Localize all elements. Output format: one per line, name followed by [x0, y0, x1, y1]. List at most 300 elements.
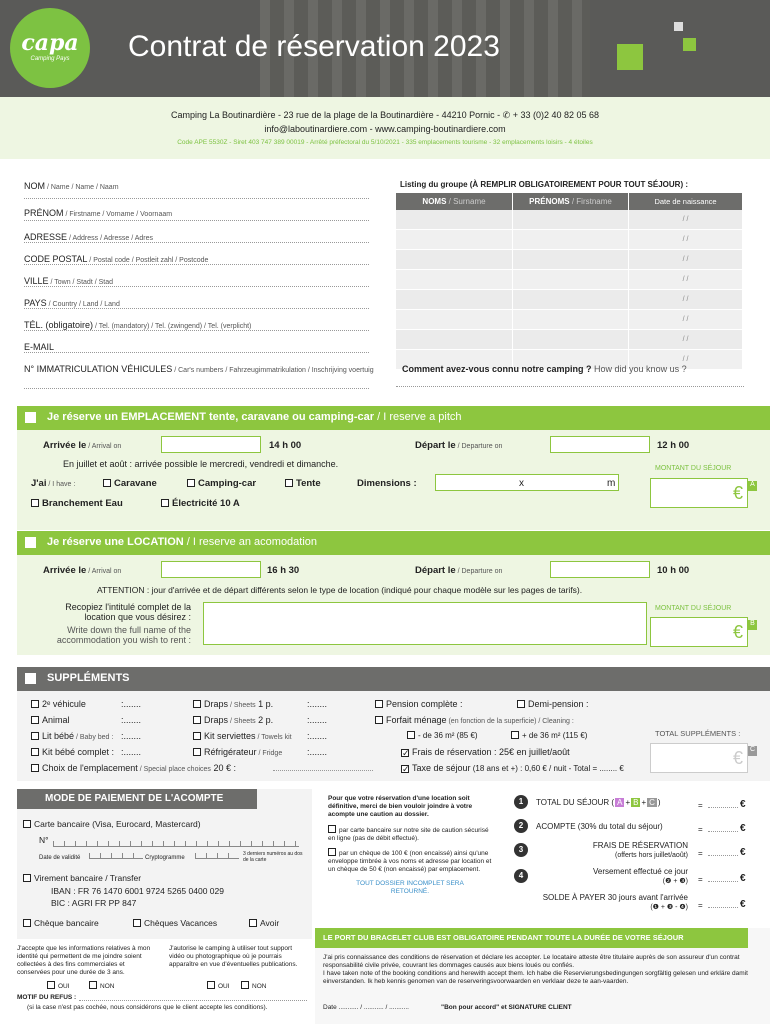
- pension-checkbox[interactable]: [375, 700, 383, 708]
- pay-vacances[interactable]: [133, 918, 217, 928]
- label-prenom: PRÉNOM: [24, 208, 64, 218]
- field-ville[interactable]: [24, 265, 369, 287]
- caution-p4: TOUT DOSSIER INCOMPLET SERA RETOURNÉ.: [356, 880, 464, 895]
- emp-dimensions-input[interactable]: [435, 474, 619, 491]
- section-location: [17, 555, 770, 655]
- sub-immat: / Car's numbers / Fahrzeugimmatrikulation / Inschrijving voertuig: [172, 367, 374, 374]
- pay-cb-checkbox[interactable]: [23, 820, 31, 828]
- total-number-icon: 4: [514, 869, 528, 883]
- group-row[interactable]: [396, 330, 742, 350]
- virement-label: Virement bancaire / Transfer: [34, 873, 142, 883]
- opt-tente[interactable]: [285, 478, 321, 489]
- field-cp[interactable]: [24, 243, 369, 265]
- emp-jai: [31, 478, 75, 489]
- opt-caravane[interactable]: [103, 478, 157, 489]
- how-input[interactable]: [396, 375, 744, 387]
- supp-total-label: TOTAL SUPPLÉMENTS :: [655, 729, 741, 738]
- conditions-fr: J'ai pris connaissance des conditions de réservation et déclare les accepter. Le locataire atteste être titulaire auprès de son assureur d'un contrat responsabilité civile privée, couvrant les dommages causés aux biens loués ou confiés.: [323, 954, 740, 969]
- logo-subtext: Camping Pays: [30, 56, 70, 62]
- group-cell-date[interactable]: / /: [628, 210, 742, 229]
- tente-checkbox[interactable]: [285, 479, 293, 487]
- animal-checkbox[interactable]: [31, 716, 39, 724]
- group-cell-prenom[interactable]: [512, 250, 628, 269]
- draps1-sub: / Sheets: [228, 702, 256, 709]
- card-number-input[interactable]: [53, 841, 299, 847]
- group-cell-date[interactable]: / /: [628, 330, 742, 349]
- eau-checkbox[interactable]: [31, 499, 39, 507]
- location-title: [47, 536, 317, 548]
- pay-virement[interactable]: [23, 873, 141, 883]
- field-tel[interactable]: [24, 309, 369, 331]
- info-legal: Code APE 5530Z - Siret 403 747 389 00019 - Arrêté préfectoral du 5/10/2021 - 335 emplacements tourisme - 32 emplacements loisirs - 4 étoiles: [177, 139, 593, 146]
- total-eq: =: [698, 901, 703, 910]
- label-ville: VILLE: [24, 276, 49, 286]
- group-cell-date[interactable]: / /: [628, 250, 742, 269]
- total-label-sub: (❶ + ❸ - ❹): [650, 904, 688, 911]
- deco-square-green-small: [683, 38, 696, 51]
- loc-depart-input[interactable]: [550, 561, 650, 578]
- vehicule-checkbox[interactable]: [31, 700, 39, 708]
- total-label-text: FRAIS DE RÉSERVATION: [592, 841, 688, 850]
- group-cell-nom[interactable]: [396, 330, 512, 349]
- total-label-sub: (❷ + ❸): [662, 878, 688, 885]
- client-form: [24, 178, 374, 389]
- emp-montant-input[interactable]: €: [650, 478, 748, 508]
- label-immat: N° IMMATRICULATION VÉHICULES: [24, 364, 173, 374]
- info-web: info@laboutinardiere.com - www.camping-boutinardiere.com: [264, 124, 506, 134]
- loc-write-2: accommodation you wish to rent :: [56, 635, 191, 645]
- vehicule-label: 2ᵉ véhicule: [42, 699, 86, 709]
- footer-date[interactable]: Date ........... / ........... / ...........: [323, 1004, 409, 1011]
- total-input[interactable]: [708, 807, 738, 808]
- litbebe-sub: / Baby bed :: [74, 734, 114, 741]
- caution-p3-row: [328, 848, 492, 874]
- loc-depart-label: Départ le: [415, 565, 456, 576]
- motif-note: (si la case n'est pas cochée, nous considérons que le client accepte les conditions).: [27, 1004, 268, 1011]
- video-non[interactable]: [241, 981, 266, 991]
- f1-checkbox[interactable]: [407, 731, 415, 739]
- frigo-sub: / Fridge: [256, 750, 283, 757]
- total-number-icon: 2: [514, 819, 528, 833]
- photo-oui[interactable]: [47, 981, 70, 991]
- demi-checkbox[interactable]: [517, 700, 525, 708]
- field-pays[interactable]: [24, 287, 369, 309]
- forfait-sub: (en fonction de la superficie) / Cleaning :: [446, 718, 574, 725]
- choix-price: 20 € :: [213, 763, 236, 773]
- info-address: Camping La Boutinardière - 23 rue de la plage de la Boutinardière - 44210 Pornic - ✆ + 33 (0)2 40 82 05 68: [170, 110, 600, 120]
- supp-tag: C: [748, 746, 757, 756]
- kitserv-checkbox[interactable]: [193, 732, 201, 740]
- animal-dots: :.......: [121, 715, 142, 725]
- video-oui-checkbox[interactable]: [207, 981, 215, 989]
- paiement-title: MODE DE PAIEMENT DE L'ACOMPTE: [17, 789, 257, 809]
- loc-montant-input[interactable]: €: [650, 617, 748, 647]
- how-know: [402, 364, 687, 374]
- pension-label: Pension complète :: [386, 699, 463, 709]
- total-label: [518, 893, 688, 911]
- field-adresse[interactable]: [24, 221, 369, 243]
- location-checkbox[interactable]: [25, 537, 36, 548]
- total-label: [518, 867, 688, 885]
- supp-frigo[interactable]: [193, 747, 282, 757]
- cheque-checkbox[interactable]: [23, 919, 31, 927]
- total-euro: €: [740, 823, 746, 834]
- field-prenom[interactable]: [24, 199, 369, 221]
- emp-dep-time: 12 h 00: [657, 440, 690, 451]
- supp-litbebe[interactable]: [31, 731, 113, 741]
- loc-tag: B: [748, 620, 757, 630]
- photo-non[interactable]: [89, 981, 114, 991]
- photo-oui-checkbox[interactable]: [47, 981, 55, 989]
- group-table: [396, 193, 742, 370]
- photo-non-label: NON: [100, 983, 115, 990]
- pay-bic: BIC : AGRI FR PP 847: [51, 898, 137, 908]
- group-cell-nom[interactable]: [396, 290, 512, 309]
- total-close: ): [657, 798, 661, 807]
- supp-total-input[interactable]: €: [650, 743, 748, 773]
- motif-input[interactable]: [79, 997, 307, 1001]
- vacances-label: Chèques Vacances: [144, 918, 218, 928]
- supp-choix[interactable]: [31, 763, 236, 773]
- total-label: [518, 841, 688, 859]
- eau-label: Branchement Eau: [42, 498, 123, 509]
- forfait-checkbox[interactable]: [375, 716, 383, 724]
- total-euro: €: [740, 847, 746, 858]
- litbebe-label: Lit bébé: [42, 731, 75, 741]
- total-tag-b: B: [633, 798, 639, 807]
- kitbebe-dots: :.......: [121, 747, 142, 757]
- footer-video: J'autorise le camping à utiliser tout support vidéo ou photographique où je pourrais apparaître en vue d'éventuelles publications.: [169, 945, 298, 968]
- frais-label: Frais de réservation : 25€ en juillet/août: [412, 747, 570, 757]
- col-noms-label: NOMS: [422, 197, 447, 206]
- page-title: Contrat de réservation 2023: [128, 30, 500, 63]
- emplacement-checkbox[interactable]: [25, 412, 36, 423]
- emp-dim-x: x: [519, 478, 524, 489]
- group-cell-prenom[interactable]: [512, 330, 628, 349]
- taxe-sub: (18 ans et +) : 0,60 € / nuit - Total = ........ €: [470, 764, 624, 773]
- f2-label: + de 36 m² (115 €): [522, 731, 588, 740]
- draps1-checkbox[interactable]: [193, 700, 201, 708]
- loc-recopiez-1: Recopiez l'intitulé complet de la: [65, 602, 191, 612]
- total-row: [508, 817, 758, 841]
- loc-recopiez: [31, 602, 191, 645]
- bracelet-bar: LE PORT DU BRACELET CLUB EST OBLIGATOIRE PENDANT TOUTE LA DURÉE DE VOTRE SÉJOUR: [315, 928, 748, 948]
- pay-crypto: Cryptogramme: [145, 855, 185, 861]
- section-paiement: [17, 789, 312, 939]
- emp-depart-sub: / Departure on: [455, 443, 503, 450]
- frigo-dots: :.......: [307, 747, 328, 757]
- sub-tel: / Tel. (mandatory) / Tel. (zwingend) / Tel. (verplicht): [93, 323, 252, 330]
- caution-p2-row: [328, 825, 492, 843]
- draps1-dots: :.......: [307, 699, 328, 709]
- caravane-label: Caravane: [114, 478, 157, 489]
- emp-tag: A: [748, 481, 757, 491]
- group-row[interactable]: [396, 210, 742, 230]
- pay-iban: IBAN : FR 76 1470 6001 9724 5265 0400 029: [51, 886, 224, 896]
- col-prenoms: [512, 193, 628, 210]
- tente-label: Tente: [296, 478, 321, 489]
- pay-cheque[interactable]: [23, 918, 99, 928]
- choix-input[interactable]: [273, 770, 373, 771]
- animal-label: Animal: [42, 715, 70, 725]
- group-row[interactable]: [396, 270, 742, 290]
- field-immat: [24, 353, 374, 375]
- total-input[interactable]: [708, 907, 738, 908]
- supp-title: SUPPLÉMENTS: [47, 672, 130, 684]
- loc-intitule-input[interactable]: [203, 602, 647, 645]
- photo-non-checkbox[interactable]: [89, 981, 97, 989]
- emp-depart-label: Départ le: [415, 440, 456, 451]
- label-email: E-MAIL: [24, 342, 55, 352]
- section-supp-bar: [17, 667, 770, 691]
- crypto-input[interactable]: [195, 853, 239, 859]
- loc-arr-time: 16 h 30: [267, 565, 300, 576]
- group-row[interactable]: [396, 290, 742, 310]
- group-row[interactable]: [396, 250, 742, 270]
- supp-f2[interactable]: [511, 731, 587, 740]
- caution-cb-checkbox[interactable]: [328, 825, 336, 833]
- group-cell-nom[interactable]: [396, 270, 512, 289]
- kitserv-dots: :.......: [307, 731, 328, 741]
- emp-arrivee-sub: / Arrival on: [86, 443, 122, 450]
- cheque-label: Chèque bancaire: [34, 918, 99, 928]
- total-row: [508, 793, 758, 817]
- group-cell-nom[interactable]: [396, 250, 512, 269]
- campingcar-label: Camping-car: [198, 478, 257, 489]
- label-tel: TÉL. (obligatoire): [24, 320, 94, 330]
- total-label-sub: (offerts hors juillet/août): [614, 852, 688, 859]
- supp-f1[interactable]: [407, 731, 478, 740]
- total-label-text: SOLDE À PAYER 30 jours avant l'arrivée: [542, 893, 688, 902]
- sub-adresse: / Address / Adresse / Adres: [67, 235, 154, 242]
- avoir-label: Avoir: [260, 918, 280, 928]
- total-eq: =: [698, 849, 703, 858]
- how-sub: How did you know us ?: [591, 364, 687, 374]
- emplacement-title-text: Je réserve un EMPLACEMENT tente, caravane ou camping-car: [47, 411, 375, 423]
- frais-checkbox[interactable]: [401, 749, 409, 757]
- draps2-n: 2 p.: [258, 715, 274, 725]
- emp-depart-input[interactable]: [550, 436, 650, 453]
- label-pays: PAYS: [24, 298, 47, 308]
- emp-arr-time: 14 h 00: [269, 440, 302, 451]
- emplacement-title-sub: / I reserve a pitch: [374, 411, 462, 423]
- video-oui[interactable]: [207, 981, 230, 991]
- emp-dim-m: m: [607, 478, 616, 489]
- label-adresse: ADRESSE: [24, 232, 68, 242]
- total-label-text: ACOMPTE (30% du total du séjour): [536, 822, 663, 831]
- frigo-checkbox[interactable]: [193, 748, 201, 756]
- group-cell-date[interactable]: / /: [628, 270, 742, 289]
- forfait-label: Forfait ménage: [386, 715, 447, 725]
- kitserv-label: Kit serviettes: [204, 731, 256, 741]
- total-eq: =: [698, 825, 703, 834]
- elec-label: Électricité 10 A: [172, 498, 240, 509]
- total-number-icon: 3: [514, 843, 528, 857]
- group-cell-prenom[interactable]: [512, 310, 628, 329]
- litbebe-checkbox[interactable]: [31, 732, 39, 740]
- virement-checkbox[interactable]: [23, 874, 31, 882]
- validite-input[interactable]: [89, 853, 143, 859]
- logo-text: capa: [21, 30, 79, 56]
- video-oui-label: OUI: [218, 983, 230, 990]
- footer-right: [315, 928, 770, 1024]
- section-totals: [508, 789, 758, 929]
- supp-taxe[interactable]: [401, 763, 624, 773]
- total-row: [508, 867, 758, 891]
- supp-checkbox[interactable]: [25, 673, 36, 684]
- opt-eau[interactable]: [31, 498, 123, 509]
- header-banner: [0, 0, 770, 97]
- footer-photo: J'accepte que les informations relatives à mon identité qui permettent de me joindre soient collectées à des fins commerciales et conservées pour une durée de 3 ans.: [17, 945, 151, 976]
- pay-avoir[interactable]: [249, 918, 279, 928]
- total-label: [536, 822, 663, 831]
- pay-no: N°: [39, 835, 49, 845]
- total-row: [508, 841, 758, 865]
- supp-vehicule[interactable]: [31, 699, 86, 709]
- group-cell-date[interactable]: / /: [628, 290, 742, 309]
- loc-arrivee-input[interactable]: [161, 561, 261, 578]
- kitbebe-checkbox[interactable]: [31, 748, 39, 756]
- photo-oui-label: OUI: [58, 983, 70, 990]
- total-label: TOTAL DU SÉJOUR ( A + B + C ): [536, 798, 661, 807]
- campingcar-checkbox[interactable]: [187, 479, 195, 487]
- supp-pension[interactable]: [375, 699, 463, 709]
- group-cell-date[interactable]: / /: [628, 310, 742, 329]
- sub-pays: / Country / Land / Land: [46, 301, 120, 308]
- choix-checkbox[interactable]: [31, 764, 39, 772]
- total-number-icon: 1: [514, 795, 528, 809]
- col-noms: [396, 193, 512, 210]
- litbebe-dots: :.......: [121, 731, 142, 741]
- field-email[interactable]: [24, 331, 369, 353]
- choix-label: Choix de l'emplacement: [42, 763, 138, 773]
- total-input[interactable]: [708, 831, 738, 832]
- pay-validite: Date de validité: [39, 855, 81, 861]
- total-eq: =: [698, 875, 703, 884]
- supp-kitserv[interactable]: [193, 731, 292, 741]
- caution-p2: par carte bancaire sur notre site de caution sécurisé en ligne (pas de débit effectué).: [328, 827, 489, 842]
- section-caution: [320, 789, 500, 929]
- emp-arrivee: [43, 440, 121, 451]
- section-emplacement: [17, 430, 770, 530]
- group-cell-prenom[interactable]: [512, 270, 628, 289]
- supp-kitbebe[interactable]: [31, 747, 114, 757]
- supp-draps2[interactable]: [193, 715, 273, 725]
- f2-checkbox[interactable]: [511, 731, 519, 739]
- section-supp: [17, 691, 770, 781]
- opt-campingcar[interactable]: [187, 478, 256, 489]
- vacances-checkbox[interactable]: [133, 919, 141, 927]
- total-euro: €: [740, 899, 746, 910]
- group-cell-nom[interactable]: [396, 310, 512, 329]
- avoir-checkbox[interactable]: [249, 919, 257, 927]
- emp-jai-label: J'ai: [31, 478, 47, 489]
- label-nom: NOM: [24, 181, 45, 191]
- pay-cb[interactable]: [23, 819, 201, 829]
- caution-cheque-checkbox[interactable]: [328, 848, 336, 856]
- demi-label: Demi-pension :: [528, 699, 589, 709]
- emp-montant-label: MONTANT DU SÉJOUR: [655, 465, 732, 472]
- taxe-label: Taxe de séjour: [412, 763, 471, 773]
- group-row[interactable]: [396, 230, 742, 250]
- group-row[interactable]: [396, 310, 742, 330]
- draps2-checkbox[interactable]: [193, 716, 201, 724]
- group-rows: [396, 210, 742, 370]
- total-eq: =: [698, 801, 703, 810]
- total-input[interactable]: [708, 855, 738, 856]
- draps1-n: 1 p.: [258, 699, 274, 709]
- footer-sign: "Bon pour accord" et SIGNATURE CLIENT: [441, 1004, 572, 1011]
- f1-label: - de 36 m² (85 €): [418, 731, 478, 740]
- supp-frais[interactable]: [401, 747, 570, 757]
- opt-elec[interactable]: [161, 498, 240, 509]
- group-cell-prenom[interactable]: [512, 290, 628, 309]
- pay-cb-label: Carte bancaire (Visa, Eurocard, Mastercard): [34, 819, 201, 829]
- kitbebe-label: Kit bébé complet :: [42, 747, 115, 757]
- draps1-label: Draps: [204, 699, 229, 709]
- location-title-sub: / I reserve an acomodation: [183, 536, 318, 548]
- group-cell-nom[interactable]: [396, 230, 512, 249]
- vehicule-dots: :.......: [121, 699, 142, 709]
- deco-square-white: [674, 22, 683, 31]
- emp-depart: [415, 440, 502, 451]
- deco-square-green-large: [617, 44, 643, 70]
- total-label-text: Versement effectué ce jour: [592, 867, 688, 876]
- group-table-header: [396, 193, 742, 210]
- draps2-dots: :.......: [307, 715, 328, 725]
- info-band: [0, 97, 770, 159]
- total-input[interactable]: [708, 881, 738, 882]
- sub-cp: / Postal code / Postleit zahl / Postcode: [87, 257, 209, 264]
- section-emplacement-bar: [17, 406, 770, 430]
- field-immat-line[interactable]: [24, 375, 369, 389]
- emp-dimensions: Dimensions :: [357, 478, 417, 489]
- elec-checkbox[interactable]: [161, 499, 169, 507]
- supp-draps1[interactable]: [193, 699, 273, 709]
- loc-write-1: Write down the full name of the: [67, 625, 191, 635]
- total-euro: €: [740, 873, 746, 884]
- col-prenoms-label: PRÉNOMS: [529, 197, 570, 206]
- total-row: [508, 893, 758, 917]
- emp-arrivee-label: Arrivée le: [43, 440, 87, 451]
- emp-jai-sub: / I have :: [46, 481, 76, 488]
- group-cell-date[interactable]: / /: [628, 350, 742, 369]
- supp-animal[interactable]: [31, 715, 70, 725]
- group-cell-nom[interactable]: [396, 210, 512, 229]
- choix-sub: / Special place choices: [137, 766, 211, 773]
- loc-recopiez-2: location que vous désirez :: [84, 612, 191, 622]
- group-cell-prenom[interactable]: [512, 230, 628, 249]
- supp-forfait[interactable]: [375, 715, 574, 725]
- taxe-checkbox[interactable]: [401, 765, 409, 773]
- loc-arrivee-sub: / Arrival on: [86, 568, 122, 575]
- caravane-checkbox[interactable]: [103, 479, 111, 487]
- motif-label: MOTIF DU REFUS :: [17, 994, 77, 1001]
- video-non-checkbox[interactable]: [241, 981, 249, 989]
- sub-prenom: / Firstname / Vorname / Voornaam: [63, 211, 173, 218]
- label-cp: CODE POSTAL: [24, 254, 88, 264]
- group-cell-date[interactable]: / /: [628, 230, 742, 249]
- emp-arrivee-input[interactable]: [161, 436, 261, 453]
- field-nom[interactable]: [24, 178, 369, 199]
- loc-arrivee-label: Arrivée le: [43, 565, 87, 576]
- how-label: Comment avez-vous connu notre camping ?: [402, 364, 592, 374]
- group-cell-prenom[interactable]: [512, 210, 628, 229]
- loc-arrivee: [43, 565, 121, 576]
- loc-depart-sub: / Departure on: [455, 568, 503, 575]
- supp-demi[interactable]: [517, 699, 589, 709]
- total-label-text: TOTAL DU SÉJOUR (: [536, 798, 615, 807]
